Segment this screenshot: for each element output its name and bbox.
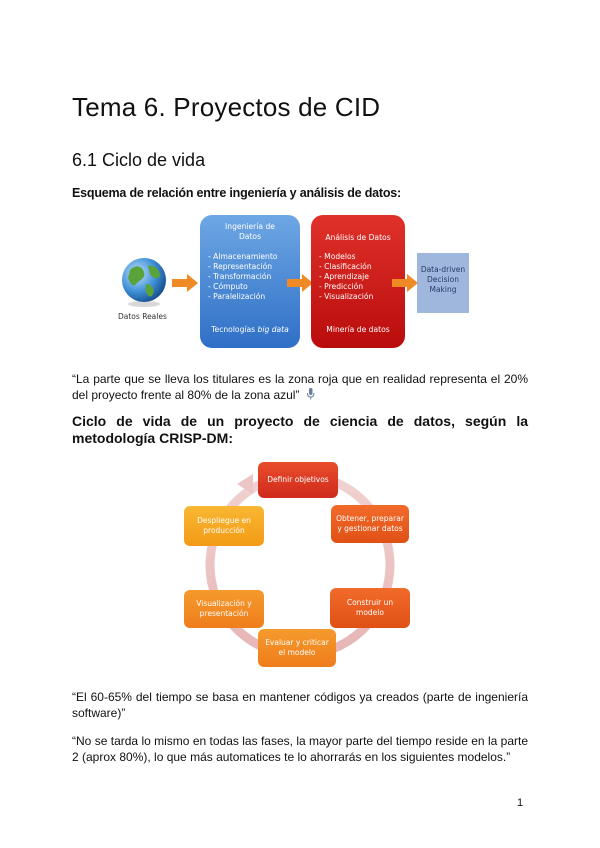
- decision-line-1: Data-driven: [420, 265, 466, 274]
- data-analysis-footer: Minería de datos: [326, 325, 390, 334]
- cycle-step-obtain-data: Obtener, preparar y gestionar datos: [331, 505, 409, 543]
- cycle-step-build-model: Construir un modelo: [330, 588, 410, 628]
- list-item: - Modelos: [319, 252, 405, 262]
- cycle-step-visualization: Visualización y presentación: [184, 590, 264, 628]
- data-engineering-box: [200, 215, 300, 348]
- arrow-right-icon: [172, 274, 198, 292]
- list-item: - Cómputo: [208, 282, 300, 292]
- page-number: 1: [517, 797, 524, 809]
- list-item: - Paralelización: [208, 292, 300, 302]
- globe-icon: [120, 256, 168, 308]
- list-item: - Transformación: [208, 272, 300, 282]
- quote-1-text: “La parte que se lleva los titulares es la zona roja que en realidad representa el 20% del proyecto frente al 80% de la zona azul”: [72, 372, 528, 402]
- decision-making-box: [417, 253, 469, 313]
- arrow-right-icon: [287, 274, 313, 292]
- cycle-step-evaluate-model: Evaluar y criticar el modelo: [258, 629, 336, 667]
- microphone-icon: [306, 388, 315, 400]
- data-engineering-title-2: Datos: [238, 232, 262, 241]
- diagram1-caption: Esquema de relación entre ingeniería y análisis de datos:: [72, 186, 401, 200]
- arrow-right-icon: [392, 274, 418, 292]
- decision-line-2: Decision: [427, 275, 459, 284]
- data-analysis-box: [311, 215, 405, 348]
- page-title: Tema 6. Proyectos de CID: [72, 92, 381, 122]
- data-engineering-title-1: Ingeniería de: [225, 222, 275, 231]
- cycle-step-define-objectives: Definir objetivos: [258, 462, 338, 498]
- diagram2-caption: Ciclo de vida de un proyecto de ciencia de datos, según la metodología CRISP-DM:: [72, 413, 528, 446]
- footer-prefix: Tecnologías: [211, 325, 258, 334]
- globe-label: Datos Reales: [118, 312, 167, 321]
- list-item: - Representación: [208, 262, 300, 272]
- list-item: - Aprendizaje: [319, 272, 405, 282]
- data-analysis-title: Análisis de Datos: [325, 233, 391, 242]
- list-item: - Almacenamiento: [208, 252, 300, 262]
- decision-line-3: Making: [429, 285, 457, 294]
- cycle-step-deployment: Despliegue en producción: [184, 506, 264, 546]
- footer-emphasis: big data: [257, 325, 289, 334]
- quote-1: [72, 371, 528, 403]
- section-heading: 6.1 Ciclo de vida: [72, 150, 206, 170]
- list-item: - Visualización: [319, 292, 405, 302]
- list-item: - Clasificación: [319, 262, 405, 272]
- data-engineering-footer: [200, 325, 300, 334]
- quote-2: “El 60-65% del tiempo se basa en mantener códigos ya creados (parte de ingeniería software)”: [72, 690, 528, 720]
- list-item: - Predicción: [319, 282, 405, 292]
- quote-3: “No se tarda lo mismo en todas las fases, la mayor parte del tiempo reside en la parte 2 (aprox 80%), lo que más automatices te lo ahorrarás en los siguientes modelos.”: [72, 734, 528, 764]
